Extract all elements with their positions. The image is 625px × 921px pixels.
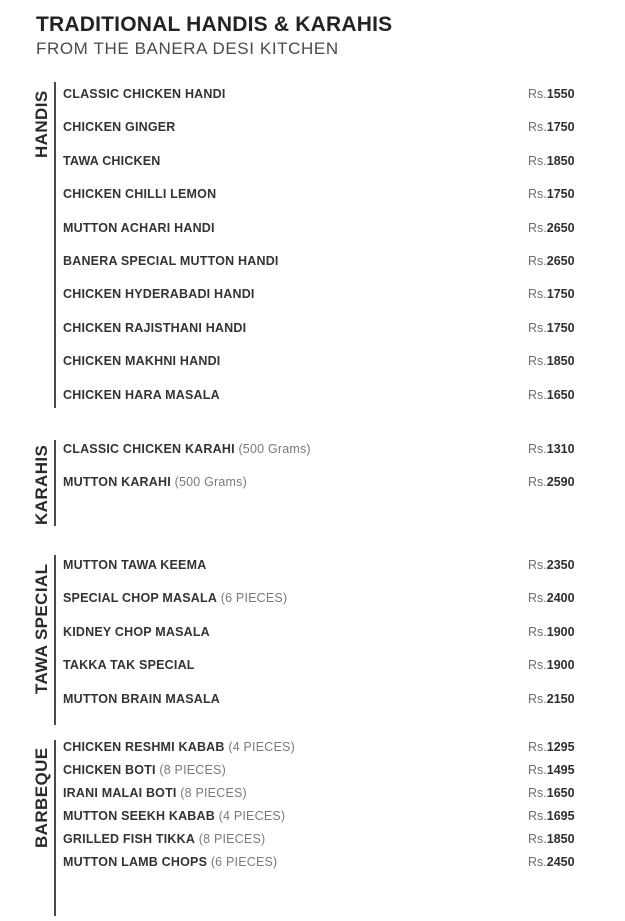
menu-item [63, 187, 216, 201]
item-name: MUTTON LAMB CHOPS [63, 855, 208, 869]
currency-label: Rs. [528, 442, 547, 456]
item-name: CHICKEN RESHMI KABAB [63, 740, 225, 754]
currency-label: Rs. [528, 320, 547, 335]
menu-item [63, 692, 220, 706]
menu-item [63, 154, 161, 168]
menu-item [63, 221, 215, 235]
currency-label: Rs. [528, 855, 547, 869]
section-label: KARAHIS [32, 444, 51, 525]
price-amount: 2590 [546, 475, 575, 490]
item-name: MUTTON ACHARI HANDI [63, 220, 215, 235]
section-label: HANDIS [32, 90, 51, 158]
menu-item [63, 558, 206, 572]
menu-item [63, 809, 285, 823]
currency-label: Rs. [528, 120, 547, 135]
price-amount: 1750 [546, 120, 575, 135]
item-name: CHICKEN GINGER [63, 120, 176, 135]
item-note: (6 PIECES) [207, 855, 278, 869]
item-price [528, 740, 575, 754]
price-amount: 1850 [546, 153, 575, 168]
item-name: KIDNEY CHOP MASALA [63, 624, 210, 639]
price-amount: 1695 [546, 809, 575, 823]
currency-label: Rs. [528, 153, 547, 168]
currency-label: Rs. [528, 809, 547, 823]
price-amount: 1750 [546, 287, 575, 302]
item-name: CHICKEN HARA MASALA [63, 387, 220, 402]
price-amount: 2450 [546, 855, 575, 869]
item-price [528, 321, 575, 335]
item-price [528, 763, 575, 777]
price-amount: 1850 [546, 354, 575, 369]
menu-item [63, 786, 247, 800]
item-price [528, 287, 575, 301]
section-label: BARBEQUE [32, 747, 51, 848]
item-name: MUTTON SEEKH KABAB [63, 809, 215, 823]
item-name: CLASSIC CHICKEN KARAHI [63, 442, 235, 456]
currency-label: Rs. [528, 591, 547, 606]
price-amount: 1650 [546, 786, 575, 800]
item-price [528, 87, 575, 101]
price-amount: 2350 [546, 558, 575, 572]
item-price [528, 154, 575, 168]
item-note: (4 PIECES) [224, 740, 295, 754]
item-price [528, 254, 575, 268]
menu-title: TRADITIONAL HANDIS & KARAHIS [36, 13, 393, 36]
price-amount: 1495 [546, 763, 575, 777]
item-name: CHICKEN HYDERABADI HANDI [63, 287, 255, 302]
menu-subtitle: FROM THE BANERA DESI KITCHEN [36, 39, 339, 58]
item-note: (500 Grams) [170, 475, 247, 490]
currency-label: Rs. [528, 763, 547, 777]
item-name: CHICKEN RAJISTHANI HANDI [63, 320, 247, 335]
currency-label: Rs. [528, 558, 547, 572]
currency-label: Rs. [528, 475, 547, 490]
price-amount: 1850 [546, 832, 575, 846]
currency-label: Rs. [528, 740, 547, 754]
item-price [528, 354, 575, 368]
item-note: (4 PIECES) [214, 809, 286, 823]
menu-item [63, 442, 311, 456]
currency-label: Rs. [528, 691, 547, 706]
menu-item [63, 625, 210, 639]
price-amount: 1295 [546, 740, 575, 754]
item-name: TAWA CHICKEN [63, 153, 161, 168]
currency-label: Rs. [528, 624, 547, 639]
menu-item [63, 388, 220, 402]
item-note: (500 Grams) [234, 442, 311, 456]
currency-label: Rs. [528, 786, 547, 800]
price-amount: 1900 [546, 624, 575, 639]
item-name: MUTTON TAWA KEEMA [63, 558, 207, 572]
menu-item [63, 658, 195, 672]
item-price [528, 187, 575, 201]
item-name: CLASSIC CHICKEN HANDI [63, 87, 226, 101]
price-amount: 1650 [546, 387, 575, 402]
item-price [528, 558, 575, 572]
menu-item [63, 475, 247, 489]
price-amount: 1900 [546, 658, 575, 673]
item-name: IRANI MALAI BOTI [63, 786, 177, 800]
menu-item [63, 763, 226, 777]
price-amount: 2650 [546, 220, 575, 235]
section-label: TAWA SPECIAL [32, 563, 51, 694]
item-price [528, 832, 575, 846]
item-price [528, 855, 575, 869]
item-price [528, 809, 575, 823]
currency-label: Rs. [528, 832, 547, 846]
item-price [528, 120, 575, 134]
item-name: MUTTON BRAIN MASALA [63, 691, 221, 706]
currency-label: Rs. [528, 254, 547, 268]
menu-item [63, 832, 265, 846]
item-price [528, 221, 575, 235]
item-price [528, 591, 575, 605]
currency-label: Rs. [528, 387, 547, 402]
item-name: CHICKEN CHILLI LEMON [63, 187, 217, 202]
menu-item [63, 321, 246, 335]
item-price [528, 786, 575, 800]
item-note: (8 PIECES) [155, 763, 226, 777]
item-name: TAKKA TAK SPECIAL [63, 658, 195, 673]
currency-label: Rs. [528, 287, 547, 302]
currency-label: Rs. [528, 354, 547, 369]
price-amount: 2400 [546, 591, 575, 606]
section-divider [54, 440, 56, 526]
price-amount: 1550 [546, 87, 575, 101]
currency-label: Rs. [528, 220, 547, 235]
item-price [528, 692, 575, 706]
section-divider [54, 82, 56, 408]
item-name: CHICKEN MAKHNI HANDI [63, 354, 221, 369]
item-name: MUTTON KARAHI [63, 475, 171, 490]
item-note: (8 PIECES) [176, 786, 247, 800]
menu-item [63, 87, 226, 101]
section-divider [54, 740, 56, 916]
menu-item [63, 591, 287, 605]
currency-label: Rs. [528, 87, 547, 101]
item-price [528, 442, 575, 456]
price-amount: 2150 [546, 691, 575, 706]
item-name: CHICKEN BOTI [63, 763, 156, 777]
item-name: BANERA SPECIAL MUTTON HANDI [63, 254, 279, 268]
price-amount: 2650 [546, 254, 575, 268]
item-price [528, 658, 575, 672]
price-amount: 1750 [546, 187, 575, 202]
currency-label: Rs. [528, 187, 547, 202]
item-price [528, 625, 575, 639]
item-note: (6 PIECES) [217, 591, 288, 606]
menu-item [63, 354, 220, 368]
price-amount: 1750 [546, 320, 575, 335]
item-price [528, 388, 575, 402]
price-amount: 1310 [546, 442, 575, 456]
item-note: (8 PIECES) [195, 832, 266, 846]
item-name: SPECIAL CHOP MASALA [63, 591, 218, 606]
item-price [528, 475, 575, 489]
menu-item [63, 740, 295, 754]
menu-item [63, 855, 277, 869]
item-name: GRILLED FISH TIKKA [63, 832, 196, 846]
menu-item [63, 254, 279, 268]
currency-label: Rs. [528, 658, 547, 673]
menu-item [63, 287, 255, 301]
section-divider [54, 555, 56, 725]
menu-item [63, 120, 176, 134]
